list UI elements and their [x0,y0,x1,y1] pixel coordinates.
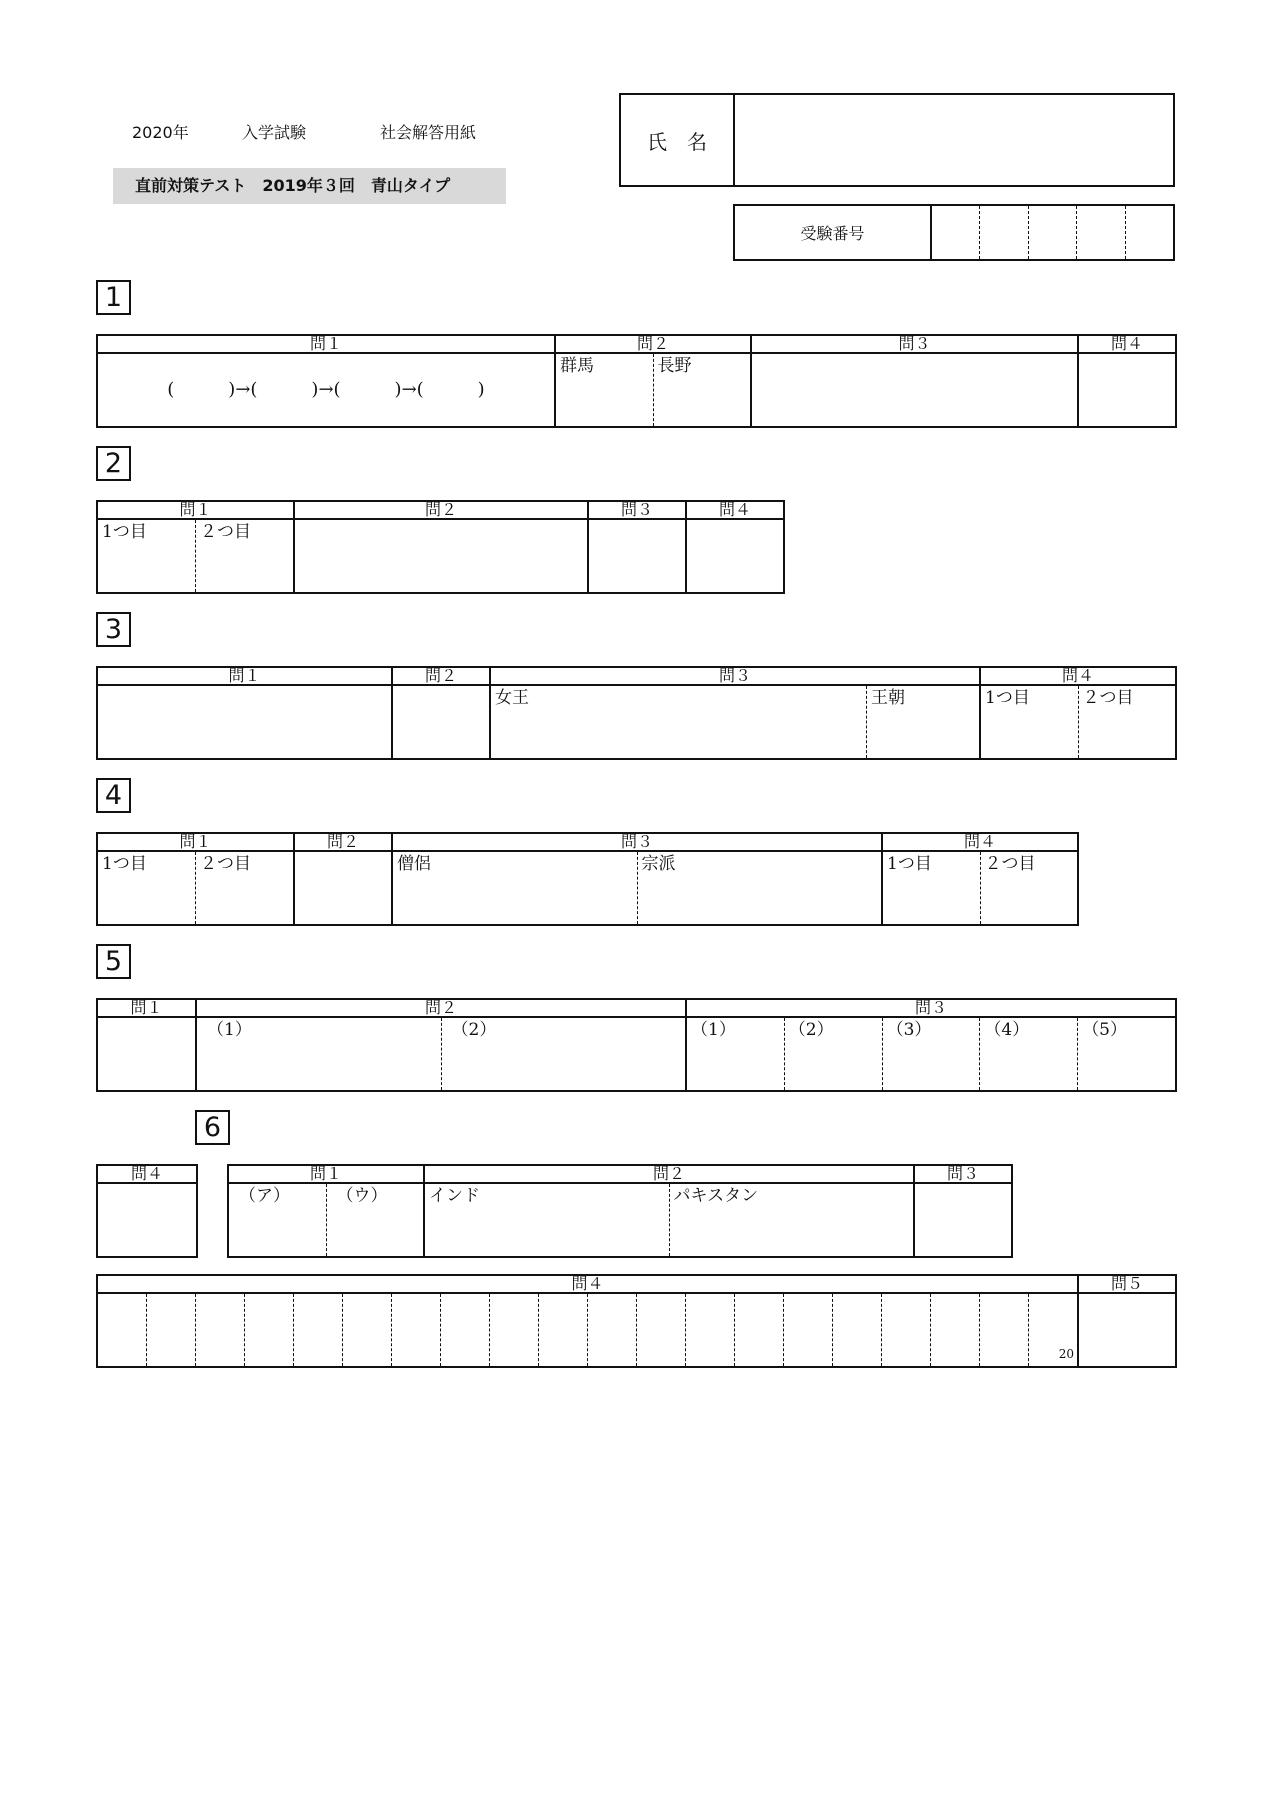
s1-q2-header: 問２ [555,335,751,353]
section-6-number: 6 [195,1110,230,1145]
s3-q3-part: 王朝 [866,686,979,758]
name-box [619,93,1175,187]
section-1-number: 1 [96,280,131,315]
s4-q2-answer[interactable] [294,851,392,925]
s4-q1-part: ２つ目 [195,852,293,924]
char-cell[interactable] [342,1294,391,1366]
char-cell[interactable] [440,1294,489,1366]
s5-q4-answer[interactable] [97,1183,197,1257]
s4-q2-header: 問２ [294,833,392,851]
s5-q3-answer[interactable] [686,1017,1176,1091]
s6-q2-header: 問２ [424,1165,914,1183]
exam-number-field[interactable] [932,206,1173,259]
section-5-q4-table [96,1164,198,1258]
s5-q3-header: 問３ [686,999,1176,1017]
s2-q4-header: 問４ [686,501,784,519]
s5-q3-part: （1） [691,1020,736,1040]
s5-q3-part: （3） [882,1018,980,1090]
name-field[interactable] [735,95,1173,185]
s4-q1-part: 1つ目 [102,854,147,874]
s3-q3-part: 女王 [495,688,529,708]
sheet-title: 社会解答用紙 [380,123,477,142]
s2-q1-part: 1つ目 [102,522,147,542]
s3-q1-answer[interactable] [97,685,392,759]
s3-q4-header: 問４ [980,667,1176,685]
s5-q3-part: （2） [784,1018,882,1090]
s2-q1-part: ２つ目 [195,520,293,592]
s6-q5-answer[interactable] [1078,1293,1176,1367]
s6-q1-answer[interactable] [228,1183,424,1257]
digit-cell[interactable] [932,206,979,259]
s4-q4-part: 1つ目 [887,854,932,874]
s5-q2-header: 問２ [196,999,686,1017]
section-3-table [96,666,1177,760]
section-3-number: 3 [96,612,131,647]
digit-cell[interactable] [1125,206,1173,259]
s4-q4-part: ２つ目 [980,852,1078,924]
s6-q5-header: 問５ [1078,1275,1176,1293]
s5-q2-answer[interactable] [196,1017,686,1091]
s1-q3-answer[interactable] [751,353,1078,427]
char-cell[interactable] [930,1294,979,1366]
exam-year: 2020年 [132,123,189,142]
exam-number-label: 受験番号 [735,206,932,259]
s4-q1-answer[interactable] [97,851,294,925]
s1-q2-part: 長野 [653,354,751,426]
s2-q2-answer[interactable] [294,519,588,593]
s6-q3-header: 問３ [914,1165,1012,1183]
section-1-table [96,334,1177,428]
digit-cell[interactable] [1076,206,1124,259]
s6-q2-part: パキスタン [669,1184,914,1256]
digit-cell[interactable] [1028,206,1076,259]
s6-q1-header: 問１ [228,1165,424,1183]
char-cell[interactable] [734,1294,783,1366]
s1-q3-header: 問３ [751,335,1078,353]
s1-q2-answer[interactable] [555,353,751,427]
s4-q4-header: 問４ [882,833,1078,851]
section-6-writing-table [96,1274,1177,1368]
s3-q4-part: ２つ目 [1078,686,1176,758]
section-4-table [96,832,1079,926]
s2-q3-header: 問３ [588,501,686,519]
s6-q1-part: （ウ） [326,1184,424,1256]
section-5-number: 5 [96,944,131,979]
section-5-table [96,998,1177,1092]
char-count-marker: 20 [1058,1347,1074,1361]
exam-type: 入学試験 [242,123,307,142]
char-cell[interactable] [783,1294,832,1366]
s1-q1-sequence: ( )→( )→( )→( ) [167,379,485,400]
s1-q2-part: 群馬 [560,356,594,376]
s3-q3-answer[interactable] [490,685,980,759]
s4-q3-answer[interactable] [392,851,882,925]
section-4-number: 4 [96,778,131,813]
s2-q2-header: 問２ [294,501,588,519]
s3-q3-header: 問３ [490,667,980,685]
section-2-table [96,500,785,594]
s4-q1-header: 問１ [97,833,294,851]
char-cell[interactable] [293,1294,342,1366]
s2-q1-header: 問１ [97,501,294,519]
char-cell[interactable] [832,1294,881,1366]
s3-q4-part: 1つ目 [985,688,1030,708]
s4-q3-part: 僧侶 [397,854,431,874]
s1-q4-header: 問４ [1078,335,1176,353]
s6-q3-answer[interactable] [914,1183,1012,1257]
s6-q2-answer[interactable] [424,1183,914,1257]
char-cell[interactable] [391,1294,440,1366]
s1-q4-answer[interactable] [1078,353,1176,427]
s6-q4-header: 問４ [97,1275,1078,1293]
s5-q2-part: （1） [207,1020,252,1040]
s2-q1-answer[interactable] [97,519,294,593]
s6-q4-answer[interactable] [97,1293,1078,1367]
subtitle-bar: 直前対策テスト 2019年３回 青山タイプ [113,168,506,204]
s6-q1-part: （ア） [239,1186,290,1206]
s3-q2-answer[interactable] [392,685,490,759]
s2-q4-answer[interactable] [686,519,784,593]
char-cell[interactable] [489,1294,538,1366]
name-label: 氏 名 [621,95,735,185]
s5-q3-part: （4） [979,1018,1077,1090]
s5-q1-answer[interactable] [97,1017,196,1091]
s2-q3-answer[interactable] [588,519,686,593]
s3-q1-header: 問１ [97,667,392,685]
s1-q1-answer[interactable] [97,353,555,427]
s4-q3-header: 問３ [392,833,882,851]
digit-cell[interactable] [979,206,1027,259]
char-cell[interactable] [685,1294,734,1366]
s4-q4-answer[interactable] [882,851,1078,925]
s5-q3-part: （5） [1077,1018,1175,1090]
char-cell[interactable] [146,1294,195,1366]
char-cell[interactable] [636,1294,685,1366]
char-cell[interactable] [881,1294,930,1366]
section-6-table [227,1164,1013,1258]
char-cell[interactable] [979,1294,1028,1366]
s4-q3-part: 宗派 [637,852,882,924]
char-cell[interactable] [98,1294,146,1366]
exam-number-box [733,204,1175,261]
s3-q2-header: 問２ [392,667,490,685]
s6-q2-part: インド [429,1186,480,1206]
character-grid[interactable] [98,1294,1077,1366]
char-cell[interactable] [538,1294,587,1366]
char-cell[interactable] [587,1294,636,1366]
char-cell[interactable] [195,1294,244,1366]
s5-q2-part: （2） [441,1018,686,1090]
s1-q1-header: 問１ [97,335,555,353]
char-cell[interactable] [244,1294,293,1366]
s3-q4-answer[interactable] [980,685,1176,759]
s5-q4-header: 問４ [97,1165,197,1183]
s5-q1-header: 問１ [97,999,196,1017]
section-2-number: 2 [96,446,131,481]
